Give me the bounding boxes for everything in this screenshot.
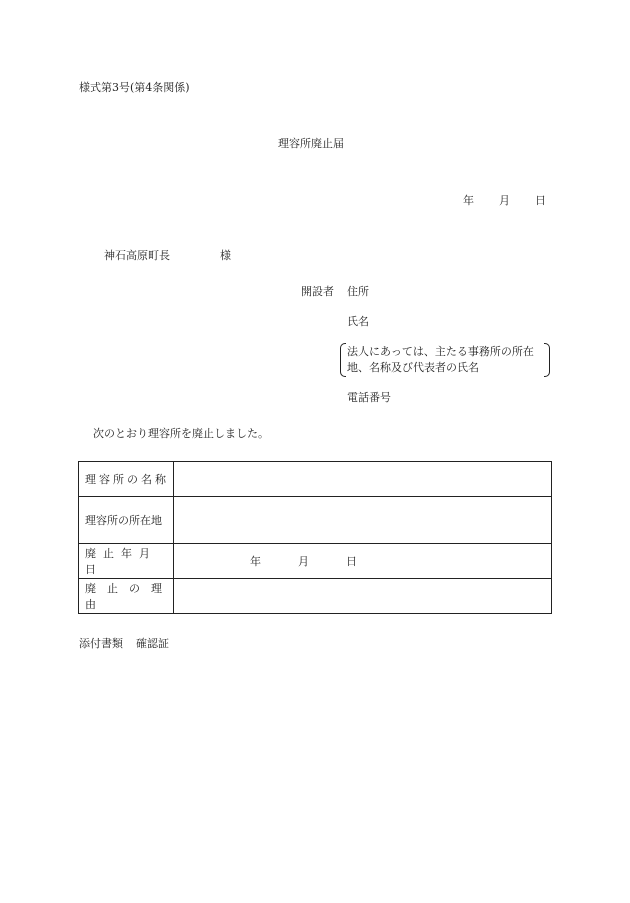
row-label-closure-reason: 廃止の理由 [79,579,174,614]
addressee-name: 神石高原町長 [104,249,170,262]
right-bracket [544,343,550,377]
row-label-salon-name: 理容所の名称 [79,462,174,497]
table-row [79,497,552,544]
attachments-value: 確認証 [136,637,169,650]
table-row [79,579,552,614]
date-day-label: 日 [535,194,546,207]
applicant-label: 開設者 [301,285,334,298]
phone-label: 電話番号 [347,391,391,404]
attachments-label: 添付書類 [79,637,123,650]
closure-info-table [78,461,552,614]
address-label: 住所 [347,285,369,298]
table-row [79,544,552,579]
salon-address-field[interactable] [174,497,552,544]
date-month-label: 月 [499,194,510,207]
document-title: 理容所廃止届 [278,137,344,150]
form-number: 様式第3号(第4条関係) [79,81,190,94]
declaration-statement: 次のとおり理容所を廃止しました。 [93,427,269,440]
row-label-salon-address: 理容所の所在地 [79,497,174,544]
corporation-note-line-2: 地、名称及び代表者の氏名 [347,361,479,374]
closure-date-month: 月 [298,555,309,568]
left-bracket [340,343,346,377]
closure-date-day: 日 [346,555,357,568]
row-label-closure-date: 廃止年月日 [79,544,174,579]
name-label: 氏名 [347,315,369,328]
closure-date-year: 年 [250,555,261,568]
closure-reason-field[interactable] [174,579,552,614]
corporation-note-line-1: 法人にあっては、主たる事務所の所在 [347,345,534,358]
closure-date-field[interactable] [174,544,552,579]
salon-name-field[interactable] [174,462,552,497]
date-year-label: 年 [463,194,474,207]
table-row [79,462,552,497]
addressee-honorific: 様 [220,249,231,262]
